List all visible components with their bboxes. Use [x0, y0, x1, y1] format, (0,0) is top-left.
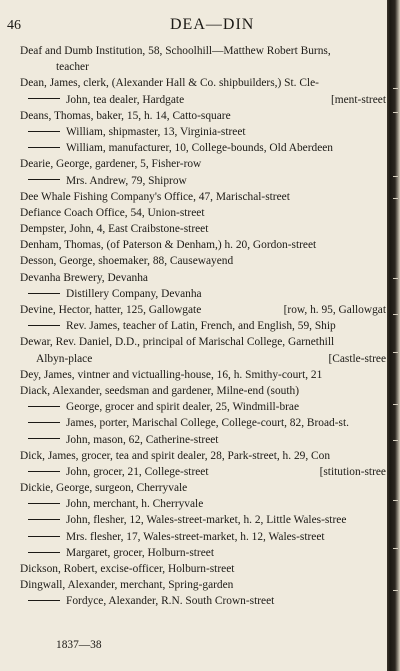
entry-text	[20, 480, 187, 496]
binding-gutter	[387, 0, 400, 671]
entry-text	[28, 286, 202, 302]
entry-label: Margaret, grocer, Holburn-street	[66, 546, 214, 559]
entry-text	[28, 464, 209, 480]
entry-text	[20, 383, 299, 399]
directory-entry	[0, 270, 386, 286]
gutter-mark	[393, 352, 398, 353]
entry-label: teacher	[56, 61, 89, 74]
entry-label: Dick, James, grocer, tea and spirit dealer, 28, Park-street, h. 29, Con	[20, 449, 331, 462]
entry-text	[28, 415, 349, 431]
entry-label: Deans, Thomas, baker, 15, h. 14, Catto-square	[20, 109, 231, 122]
entry-text	[20, 108, 231, 124]
gutter-mark	[393, 278, 398, 279]
directory-entry	[0, 302, 386, 318]
entry-text	[20, 367, 322, 383]
entry-label: John, merchant, h. Cherryvale	[66, 498, 204, 511]
directory-entry	[0, 529, 386, 545]
ditto-dash	[28, 422, 60, 423]
entry-text	[56, 59, 89, 75]
entry-label: Dey, James, vintner and victualling-house, 16, h. Smithy-court, 21	[20, 368, 323, 381]
entry-text	[20, 448, 330, 464]
entry-text	[20, 75, 319, 91]
directory-entry	[0, 173, 386, 189]
entry-text	[36, 351, 92, 367]
directory-entry	[0, 156, 386, 172]
entry-text	[20, 237, 316, 253]
ditto-dash	[28, 438, 60, 439]
entry-text	[20, 221, 208, 237]
entry-label: Mrs. Andrew, 79, Shiprow	[66, 174, 187, 187]
directory-entry	[0, 399, 386, 415]
entry-label: Devine, Hector, hatter, 125, Gallowgate	[20, 304, 202, 316]
directory-entry	[0, 432, 386, 448]
directory-entry	[0, 237, 386, 253]
entry-text	[28, 124, 246, 140]
ditto-dash	[28, 98, 60, 99]
entry-text	[20, 189, 290, 205]
entry-continuation: [stitution-stree	[319, 465, 386, 478]
directory-entry	[0, 334, 386, 350]
entry-label: Rev. James, teacher of Latin, French, and English, 59, Ship	[66, 320, 336, 333]
directory-entry	[0, 140, 386, 156]
entry-label: John, tea dealer, Hardgate	[66, 93, 185, 106]
entry-text	[20, 577, 233, 593]
entry-label: Dean, James, clerk, (Alexander Hall & Co. shipbuilders,) St. Cle-	[20, 77, 319, 90]
entry-label: Distillery Company, Devanha	[66, 287, 202, 300]
entry-text	[20, 561, 234, 577]
gutter-mark	[393, 500, 398, 501]
entry-label: Fordyce, Alexander, R.N. South Crown-street	[66, 595, 275, 608]
entry-text	[20, 302, 201, 318]
ditto-dash	[28, 179, 60, 180]
directory-entry	[0, 383, 386, 399]
entry-text	[20, 43, 331, 59]
ditto-dash	[28, 293, 60, 294]
entry-label: William, shipmaster, 13, Virginia-street	[66, 125, 246, 138]
directory-entry	[0, 593, 386, 609]
entry-text	[20, 334, 334, 350]
entry-label: Defiance Coach Office, 54, Union-street	[20, 206, 205, 219]
entry-text	[28, 92, 184, 108]
entry-label: John, flesher, 12, Wales-street-market, h. 2, Little Wales-stree	[66, 514, 347, 527]
directory-entry	[0, 577, 386, 593]
ditto-dash	[28, 147, 60, 148]
ditto-dash	[28, 131, 60, 132]
entry-label: John, mason, 62, Catherine-street	[66, 433, 219, 446]
entry-text	[28, 432, 218, 448]
gutter-mark	[393, 548, 398, 549]
entry-text	[20, 205, 205, 221]
directory-entry	[0, 480, 386, 496]
entry-text	[28, 173, 187, 189]
directory-entry	[0, 415, 386, 431]
entry-label: William, manufacturer, 10, College-bounds, Old Aberdeen	[66, 142, 334, 155]
ditto-dash	[28, 600, 60, 601]
gutter-mark	[393, 590, 398, 591]
ditto-dash	[28, 552, 60, 553]
gutter-mark	[393, 88, 398, 89]
directory-entry	[0, 59, 386, 75]
ditto-dash	[28, 471, 60, 472]
entry-label: Dearie, George, gardener, 5, Fisher-row	[20, 158, 202, 171]
entry-label: George, grocer and spirit dealer, 25, Windmill-brae	[66, 401, 300, 414]
entry-text	[28, 399, 299, 415]
directory-entry	[0, 253, 386, 269]
directory-entry	[0, 512, 386, 528]
gutter-mark	[393, 440, 398, 441]
entry-label: Devanha Brewery, Devanha	[20, 271, 148, 284]
entry-continuation: [ment-street	[330, 93, 386, 106]
entry-label: Albyn-place	[36, 352, 93, 365]
ditto-dash	[28, 519, 60, 520]
gutter-mark	[393, 314, 398, 315]
directory-entry	[0, 124, 386, 140]
gutter-mark	[393, 198, 398, 199]
running-head: DEA—DIN	[170, 16, 255, 33]
directory-entry	[0, 221, 386, 237]
ditto-dash	[28, 503, 60, 504]
directory-entries	[0, 43, 386, 610]
entry-continuation: [row, h. 95, Gallowgat	[283, 304, 386, 316]
entry-label: John, grocer, 21, College-street	[66, 465, 209, 478]
directory-entry	[0, 189, 386, 205]
ditto-dash	[28, 536, 60, 537]
directory-entry	[0, 464, 386, 480]
entry-text	[20, 270, 148, 286]
directory-entry	[0, 205, 386, 221]
directory-entry	[0, 496, 386, 512]
entry-label: Mrs. flesher, 17, Wales-street-market, h. 12, Wales-street	[66, 530, 325, 543]
directory-entry	[0, 448, 386, 464]
entry-label: Diack, Alexander, seedsman and gardener, Milne-end (south)	[20, 384, 300, 397]
page-header	[0, 16, 386, 38]
gutter-mark	[393, 176, 398, 177]
entry-label: Dickie, George, surgeon, Cherryvale	[20, 482, 188, 495]
gutter-mark	[393, 404, 398, 405]
entry-label: Dee Whale Fishing Company's Office, 47, Marischal-street	[20, 190, 290, 203]
directory-entry	[0, 75, 386, 91]
directory-entry	[0, 108, 386, 124]
directory-entry	[0, 561, 386, 577]
entry-text	[28, 512, 346, 528]
entry-label: Dempster, John, 4, East Craibstone-street	[20, 223, 209, 236]
entry-label: Desson, George, shoemaker, 88, Causewayend	[20, 255, 234, 268]
entry-label: Deaf and Dumb Institution, 58, Schoolhill—Matthew Robert Burns,	[20, 45, 331, 57]
entry-text	[28, 545, 214, 561]
directory-entry	[0, 286, 386, 302]
entry-label: James, porter, Marischal College, College-court, 82, Broad-st.	[66, 417, 349, 430]
printer-imprint: 1837—38	[56, 639, 102, 651]
directory-entry	[0, 318, 386, 334]
entry-label: Dingwall, Alexander, merchant, Spring-garden	[20, 579, 234, 592]
directory-entry	[0, 545, 386, 561]
ditto-dash	[28, 325, 60, 326]
entry-text	[28, 496, 203, 512]
entry-text	[28, 140, 333, 156]
entry-text	[20, 253, 233, 269]
page-number: 46	[7, 18, 21, 33]
entry-text	[28, 529, 325, 545]
entry-text	[20, 156, 201, 172]
entry-label: Dewar, Rev. Daniel, D.D., principal of Marischal College, Garnethill	[20, 336, 335, 349]
directory-entry	[0, 43, 386, 59]
entry-label: Dickson, Robert, excise-officer, Holburn-street	[20, 563, 235, 575]
entry-continuation: [Castle-stree	[328, 352, 386, 365]
entry-label: Denham, Thomas, (of Paterson & Denham,) h. 20, Gordon-street	[20, 239, 317, 252]
ditto-dash	[28, 406, 60, 407]
directory-entry	[0, 367, 386, 383]
directory-entry	[0, 92, 386, 108]
entry-text	[28, 318, 336, 334]
gutter-mark	[393, 112, 398, 113]
entry-text	[28, 593, 274, 609]
directory-entry	[0, 351, 386, 367]
